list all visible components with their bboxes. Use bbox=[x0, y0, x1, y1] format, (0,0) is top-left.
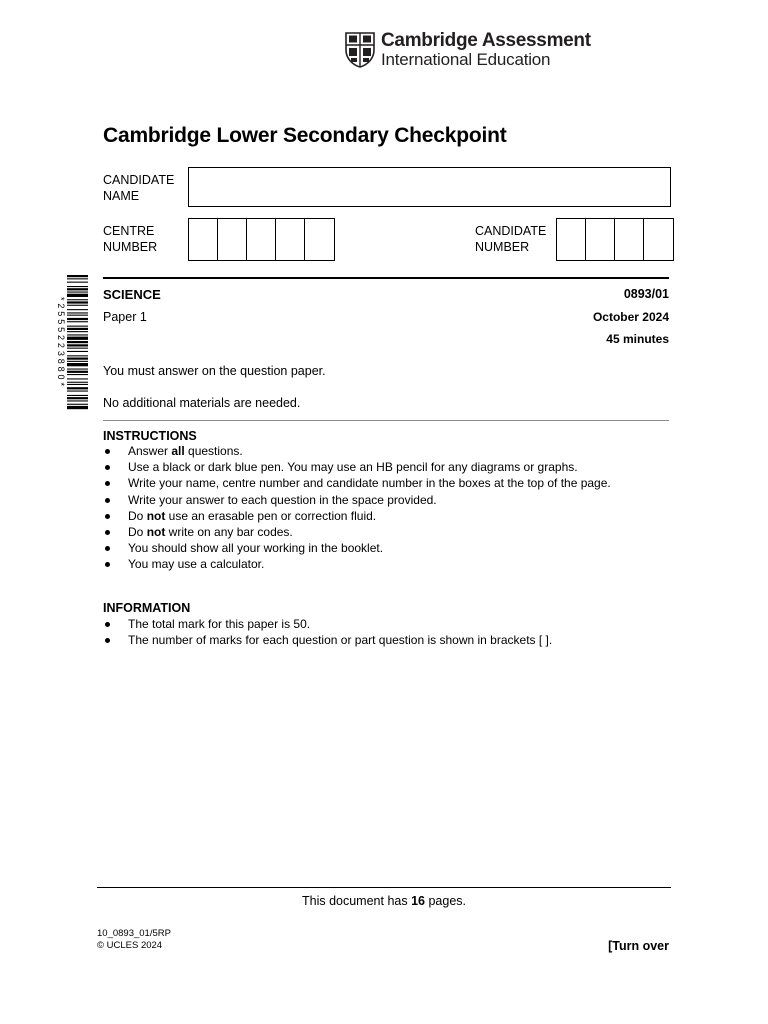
instruction-text: write on any bar codes. bbox=[165, 524, 293, 539]
instruction-item bbox=[103, 524, 611, 540]
instruction-text: use an erasable pen or correction fluid. bbox=[165, 508, 377, 523]
candidate-number-label-line1: CANDIDATE bbox=[475, 224, 547, 238]
barcode-bar bbox=[67, 321, 88, 322]
centre-number-label-line1: CENTRE bbox=[103, 224, 155, 238]
barcode-bar bbox=[67, 355, 88, 356]
information-item: The total mark for this paper is 50. bbox=[103, 616, 552, 632]
candidate-number-digit-box[interactable] bbox=[557, 219, 586, 260]
barcode-bar bbox=[67, 400, 88, 401]
instruction-item bbox=[103, 475, 611, 491]
barcode-bar bbox=[67, 406, 88, 409]
barcode-bar bbox=[67, 344, 88, 346]
barcode-bar bbox=[67, 404, 88, 405]
document-reference: 10_0893_01/5RP bbox=[97, 928, 171, 939]
candidate-name-box[interactable] bbox=[188, 167, 671, 207]
barcode-bar bbox=[67, 337, 88, 340]
barcode-bar bbox=[67, 328, 88, 330]
page-count-number: 16 bbox=[411, 894, 425, 908]
barcode-bar bbox=[67, 391, 88, 392]
instruction-text: Answer bbox=[128, 444, 172, 458]
paper-number: Paper 1 bbox=[103, 310, 147, 324]
barcode-bar bbox=[67, 374, 88, 375]
barcode bbox=[67, 275, 88, 410]
barcode-bar bbox=[67, 294, 88, 297]
answer-note: You must answer on the question paper. bbox=[103, 364, 326, 378]
instruction-text: You may use a calculator. bbox=[128, 557, 265, 572]
barcode-bar bbox=[67, 371, 88, 373]
instructions-list bbox=[103, 443, 611, 573]
barcode-bar bbox=[67, 395, 88, 396]
barcode-bar bbox=[67, 397, 88, 399]
barcode-bar bbox=[67, 363, 88, 366]
barcode-bar bbox=[67, 341, 88, 343]
barcode-bar bbox=[67, 334, 88, 335]
page-count-note bbox=[0, 894, 768, 908]
centre-number-digit-box[interactable] bbox=[276, 219, 305, 260]
footer-divider bbox=[97, 887, 671, 888]
barcode-bar bbox=[67, 309, 88, 310]
information-item: The number of marks for each question or part question is shown in brackets [ ]. bbox=[103, 632, 552, 648]
barcode-bar bbox=[67, 369, 88, 370]
barcode-bar bbox=[67, 348, 88, 349]
barcode-bar bbox=[67, 288, 88, 290]
candidate-number-label-line2: NUMBER bbox=[475, 240, 530, 254]
instruction-text: Use a black or dark blue pen. You may use an HB pencil for any diagrams or graphs. bbox=[128, 460, 578, 475]
instruction-item bbox=[103, 443, 611, 459]
barcode-bar bbox=[67, 326, 88, 327]
instruction-item bbox=[103, 556, 611, 572]
barcode-number: *2555223880* bbox=[56, 296, 66, 389]
instruction-text: questions. bbox=[184, 444, 243, 458]
syllabus-code: 0893/01 bbox=[623, 287, 669, 301]
centre-number-label-line2: NUMBER bbox=[103, 240, 158, 254]
subject-name: SCIENCE bbox=[103, 287, 161, 302]
candidate-number-digit-box[interactable] bbox=[644, 219, 673, 260]
barcode-bar bbox=[67, 305, 88, 306]
centre-number-digit-box[interactable] bbox=[189, 219, 218, 260]
turn-over-label: [Turn over bbox=[608, 939, 669, 953]
barcode-bar bbox=[67, 315, 88, 316]
barcode-bar bbox=[67, 361, 88, 362]
exam-session: October 2024 bbox=[592, 310, 669, 324]
cambridge-shield-icon bbox=[345, 32, 375, 68]
instructions-heading: INSTRUCTIONS bbox=[103, 429, 197, 443]
centre-number-boxes bbox=[188, 218, 335, 261]
header-divider bbox=[103, 277, 669, 279]
barcode-bar bbox=[67, 278, 88, 279]
barcode-bar bbox=[67, 301, 88, 303]
instruction-item bbox=[103, 540, 611, 556]
barcode-bar bbox=[67, 318, 88, 320]
instruction-emphasis: not bbox=[146, 508, 166, 523]
barcode-bar bbox=[67, 358, 88, 360]
barcode-bar bbox=[67, 384, 88, 385]
barcode-bar bbox=[67, 378, 88, 379]
barcode-bar bbox=[67, 387, 88, 389]
page-title: Cambridge Lower Secondary Checkpoint bbox=[103, 124, 507, 147]
candidate-number-digit-box[interactable] bbox=[615, 219, 644, 260]
instruction-text: Do bbox=[128, 508, 147, 523]
centre-number-digit-box[interactable] bbox=[218, 219, 247, 260]
barcode-bar bbox=[67, 275, 88, 277]
barcode-bar bbox=[67, 382, 88, 383]
barcode-bar bbox=[67, 286, 88, 287]
section-divider bbox=[103, 420, 669, 421]
information-list bbox=[103, 616, 552, 648]
centre-number-digit-box[interactable] bbox=[305, 219, 334, 260]
centre-number-label bbox=[103, 223, 157, 255]
barcode-bar bbox=[67, 292, 88, 293]
page-count-text: This document has bbox=[301, 894, 412, 908]
candidate-name-label-line2: NAME bbox=[103, 189, 140, 203]
instruction-text: Write your answer to each question in the space provided. bbox=[128, 492, 437, 507]
logo-line-2: International Education bbox=[381, 50, 551, 69]
instruction-emphasis: all bbox=[171, 444, 185, 458]
candidate-number-boxes bbox=[556, 218, 674, 261]
page-count-text: pages. bbox=[424, 894, 466, 908]
copyright-notice: © UCLES 2024 bbox=[97, 940, 163, 951]
instruction-item bbox=[103, 508, 611, 524]
information-heading: INFORMATION bbox=[103, 601, 191, 615]
barcode-bar bbox=[67, 299, 88, 300]
barcode-bar bbox=[67, 351, 88, 352]
instruction-text: You should show all your working in the booklet. bbox=[128, 541, 384, 556]
barcode-bar bbox=[67, 331, 88, 332]
candidate-number-label bbox=[475, 223, 546, 255]
barcode-bar bbox=[67, 312, 88, 313]
candidate-name-label bbox=[103, 172, 174, 204]
instruction-text: Do bbox=[128, 524, 147, 539]
logo-line-1: Cambridge Assessment bbox=[381, 30, 591, 51]
cambridge-logo bbox=[345, 30, 591, 70]
candidate-number-digit-box[interactable] bbox=[586, 219, 615, 260]
instruction-item bbox=[103, 492, 611, 508]
instruction-item bbox=[103, 459, 611, 475]
barcode-bar bbox=[67, 282, 88, 283]
materials-note: No additional materials are needed. bbox=[103, 396, 301, 410]
candidate-name-label-line1: CANDIDATE bbox=[103, 173, 175, 187]
instruction-text: Write your name, centre number and candidate number in the boxes at the top of the page. bbox=[128, 476, 611, 491]
instruction-emphasis: not bbox=[146, 524, 166, 539]
centre-number-digit-box[interactable] bbox=[247, 219, 276, 260]
exam-duration: 45 minutes bbox=[606, 332, 669, 346]
